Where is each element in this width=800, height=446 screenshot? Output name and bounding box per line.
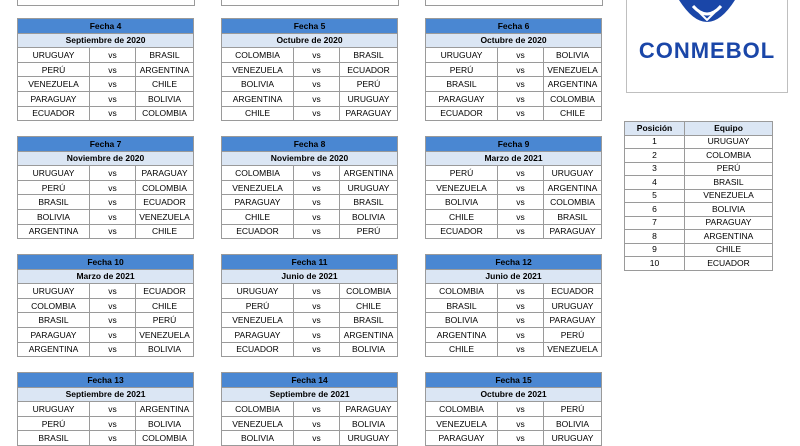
match-row [222, 209, 398, 224]
home-team: VENEZUELA [426, 416, 498, 431]
match-row [426, 342, 602, 357]
away-team: ARGENTINA [340, 327, 398, 342]
vs-label: vs [498, 209, 544, 224]
fixture-table-fecha-5 [221, 18, 398, 121]
match-row [18, 195, 194, 210]
fixture-table-fecha-10 [17, 254, 194, 357]
match-row [18, 209, 194, 224]
vs-label: vs [90, 416, 136, 431]
ranking-row [625, 203, 773, 217]
match-row [222, 431, 398, 446]
vs-label: vs [294, 91, 340, 106]
fecha-header: Fecha 11 [222, 255, 398, 270]
month-header: Octubre de 2020 [426, 33, 602, 48]
home-team: URUGUAY [18, 166, 90, 181]
vs-label: vs [498, 327, 544, 342]
match-row [426, 180, 602, 195]
ranking-row [625, 257, 773, 271]
match-row [222, 195, 398, 210]
vs-label: vs [294, 313, 340, 328]
match-row [426, 62, 602, 77]
home-team: CHILE [426, 209, 498, 224]
conmebol-logo [626, 0, 788, 93]
match-row [426, 209, 602, 224]
vs-label: vs [294, 284, 340, 299]
fecha-header: Fecha 8 [222, 137, 398, 152]
home-team: ECUADOR [222, 224, 294, 239]
away-team: ARGENTINA [544, 77, 602, 92]
home-team: PARAGUAY [18, 327, 90, 342]
away-team: URUGUAY [340, 180, 398, 195]
match-row [426, 402, 602, 417]
away-team: PARAGUAY [544, 313, 602, 328]
away-team: PARAGUAY [136, 166, 194, 181]
away-team: URUGUAY [544, 431, 602, 446]
vs-label: vs [294, 416, 340, 431]
away-team: COLOMBIA [136, 431, 194, 446]
vs-label: vs [90, 180, 136, 195]
home-team: BOLIVIA [222, 77, 294, 92]
match-row [426, 77, 602, 92]
away-team: VENEZUELA [136, 209, 194, 224]
home-team: ECUADOR [426, 106, 498, 121]
match-row [222, 180, 398, 195]
month-header: Noviembre de 2020 [18, 151, 194, 166]
away-team: COLOMBIA [544, 91, 602, 106]
away-team: ECUADOR [136, 284, 194, 299]
away-team: CHILE [136, 298, 194, 313]
away-team: BOLIVIA [136, 342, 194, 357]
fixture-table-fecha-9 [425, 136, 602, 239]
vs-label: vs [90, 431, 136, 446]
fixture-table-fecha-6 [425, 18, 602, 121]
vs-label: vs [90, 166, 136, 181]
away-team: PARAGUAY [340, 106, 398, 121]
month-header: Marzo de 2021 [426, 151, 602, 166]
vs-label: vs [90, 313, 136, 328]
vs-label: vs [498, 166, 544, 181]
match-row [426, 106, 602, 121]
home-team: PERÚ [426, 62, 498, 77]
ranking-position: 10 [625, 257, 685, 271]
vs-label: vs [90, 224, 136, 239]
away-team: PARAGUAY [340, 402, 398, 417]
fixture-table-fecha-4 [17, 18, 194, 121]
vs-label: vs [498, 284, 544, 299]
vs-label: vs [90, 298, 136, 313]
match-row [18, 416, 194, 431]
away-team: PERÚ [544, 402, 602, 417]
away-team: BOLIVIA [136, 91, 194, 106]
vs-label: vs [294, 327, 340, 342]
ranking-row [625, 243, 773, 257]
home-team: BRASIL [426, 77, 498, 92]
ranking-team: BRASIL [685, 176, 773, 190]
match-row [18, 180, 194, 195]
match-row [18, 166, 194, 181]
home-team: PARAGUAY [426, 431, 498, 446]
vs-label: vs [294, 62, 340, 77]
match-row [18, 327, 194, 342]
away-team: BOLIVIA [544, 48, 602, 63]
vs-label: vs [90, 62, 136, 77]
ranking-team: ECUADOR [685, 257, 773, 271]
month-header: Septiembre de 2021 [18, 387, 194, 402]
home-team: PERÚ [18, 416, 90, 431]
vs-label: vs [90, 342, 136, 357]
away-team: BOLIVIA [340, 342, 398, 357]
month-header: Octubre de 2021 [426, 387, 602, 402]
fixture-table-fecha-7 [17, 136, 194, 239]
ranking-table [624, 121, 773, 271]
away-team: VENEZUELA [544, 62, 602, 77]
away-team: URUGUAY [544, 166, 602, 181]
away-team: URUGUAY [340, 431, 398, 446]
vs-label: vs [498, 313, 544, 328]
match-row [222, 298, 398, 313]
home-team: ECUADOR [426, 224, 498, 239]
vs-label: vs [498, 48, 544, 63]
ranking-row [625, 149, 773, 163]
match-row [222, 62, 398, 77]
vs-label: vs [294, 342, 340, 357]
ranking-position: 7 [625, 216, 685, 230]
away-team: CHILE [136, 77, 194, 92]
away-team: ECUADOR [340, 62, 398, 77]
away-team: PERÚ [136, 313, 194, 328]
ranking-team: ARGENTINA [685, 230, 773, 244]
away-team: PERÚ [544, 327, 602, 342]
match-row [18, 298, 194, 313]
home-team: COLOMBIA [222, 166, 294, 181]
away-team: CHILE [544, 106, 602, 121]
away-team: VENEZUELA [136, 327, 194, 342]
match-row [222, 327, 398, 342]
match-row [222, 342, 398, 357]
ranking-position: 8 [625, 230, 685, 244]
match-row [222, 77, 398, 92]
away-team: BOLIVIA [340, 416, 398, 431]
match-row [18, 91, 194, 106]
match-row [222, 166, 398, 181]
away-team: BRASIL [340, 313, 398, 328]
away-team: BRASIL [136, 48, 194, 63]
match-row [222, 224, 398, 239]
fecha-header: Fecha 6 [426, 19, 602, 34]
fixture-table-fecha-14 [221, 372, 398, 446]
fecha-header: Fecha 14 [222, 373, 398, 388]
home-team: URUGUAY [18, 48, 90, 63]
fixture-table-fecha-8 [221, 136, 398, 239]
match-row [426, 48, 602, 63]
home-team: PERÚ [18, 180, 90, 195]
home-team: ARGENTINA [222, 91, 294, 106]
away-team: URUGUAY [544, 298, 602, 313]
vs-label: vs [498, 91, 544, 106]
home-team: BOLIVIA [426, 313, 498, 328]
ranking-team: CHILE [685, 243, 773, 257]
away-team: ARGENTINA [544, 180, 602, 195]
home-team: URUGUAY [18, 284, 90, 299]
ranking-team: COLOMBIA [685, 149, 773, 163]
match-row [426, 327, 602, 342]
fecha-header: Fecha 13 [18, 373, 194, 388]
ranking-team: BOLIVIA [685, 203, 773, 217]
home-team: CHILE [222, 209, 294, 224]
vs-label: vs [90, 327, 136, 342]
match-row [426, 91, 602, 106]
home-team: VENEZUELA [222, 416, 294, 431]
vs-label: vs [498, 431, 544, 446]
away-team: PARAGUAY [544, 224, 602, 239]
fixture-table-fecha-13 [17, 372, 194, 446]
ranking-header-team: Equipo [685, 122, 773, 136]
previous-fixture-table-stub [425, 0, 603, 6]
vs-label: vs [294, 48, 340, 63]
ranking-position: 9 [625, 243, 685, 257]
home-team: PARAGUAY [222, 327, 294, 342]
vs-label: vs [294, 431, 340, 446]
logo-wordmark: CONMEBOL [638, 38, 776, 63]
fecha-header: Fecha 10 [18, 255, 194, 270]
ranking-position: 3 [625, 162, 685, 176]
away-team: BOLIVIA [544, 416, 602, 431]
away-team: BOLIVIA [340, 209, 398, 224]
away-team: VENEZUELA [544, 342, 602, 357]
ball-emblem-icon [627, 0, 787, 36]
match-row [426, 284, 602, 299]
away-team: BRASIL [544, 209, 602, 224]
away-team: COLOMBIA [544, 195, 602, 210]
home-team: BOLIVIA [18, 209, 90, 224]
home-team: BRASIL [18, 431, 90, 446]
month-header: Junio de 2021 [222, 269, 398, 284]
vs-label: vs [498, 106, 544, 121]
home-team: PERÚ [18, 62, 90, 77]
vs-label: vs [498, 180, 544, 195]
match-row [18, 62, 194, 77]
away-team: ARGENTINA [340, 166, 398, 181]
fixture-table-fecha-15 [425, 372, 602, 446]
month-header: Noviembre de 2020 [222, 151, 398, 166]
vs-label: vs [498, 195, 544, 210]
fecha-header: Fecha 4 [18, 19, 194, 34]
vs-label: vs [498, 62, 544, 77]
fecha-header: Fecha 12 [426, 255, 602, 270]
match-row [426, 195, 602, 210]
home-team: COLOMBIA [222, 402, 294, 417]
match-row [18, 342, 194, 357]
home-team: COLOMBIA [18, 298, 90, 313]
month-header: Octubre de 2020 [222, 33, 398, 48]
vs-label: vs [90, 48, 136, 63]
home-team: URUGUAY [426, 48, 498, 63]
match-row [222, 106, 398, 121]
vs-label: vs [90, 91, 136, 106]
home-team: URUGUAY [18, 402, 90, 417]
ranking-row [625, 189, 773, 203]
home-team: ARGENTINA [18, 224, 90, 239]
home-team: ECUADOR [222, 342, 294, 357]
ranking-row [625, 230, 773, 244]
vs-label: vs [294, 180, 340, 195]
vs-label: vs [90, 209, 136, 224]
vs-label: vs [498, 224, 544, 239]
vs-label: vs [90, 284, 136, 299]
previous-fixture-table-stub [221, 0, 399, 6]
match-row [426, 298, 602, 313]
away-team: PERÚ [340, 224, 398, 239]
home-team: COLOMBIA [426, 402, 498, 417]
ranking-team: VENEZUELA [685, 189, 773, 203]
ranking-row [625, 176, 773, 190]
away-team: ARGENTINA [136, 62, 194, 77]
ranking-position: 5 [625, 189, 685, 203]
vs-label: vs [498, 77, 544, 92]
home-team: BOLIVIA [426, 195, 498, 210]
vs-label: vs [90, 106, 136, 121]
vs-label: vs [498, 402, 544, 417]
fecha-header: Fecha 9 [426, 137, 602, 152]
match-row [222, 402, 398, 417]
month-header: Junio de 2021 [426, 269, 602, 284]
home-team: VENEZUELA [222, 313, 294, 328]
away-team: ECUADOR [136, 195, 194, 210]
match-row [222, 284, 398, 299]
vs-label: vs [90, 77, 136, 92]
away-team: URUGUAY [340, 91, 398, 106]
away-team: PERÚ [340, 77, 398, 92]
match-row [426, 224, 602, 239]
home-team: COLOMBIA [222, 48, 294, 63]
match-row [426, 416, 602, 431]
vs-label: vs [294, 106, 340, 121]
ranking-row [625, 216, 773, 230]
home-team: PERÚ [222, 298, 294, 313]
vs-label: vs [294, 224, 340, 239]
home-team: CHILE [222, 106, 294, 121]
fecha-header: Fecha 7 [18, 137, 194, 152]
home-team: ECUADOR [18, 106, 90, 121]
month-header: Marzo de 2021 [18, 269, 194, 284]
vs-label: vs [498, 298, 544, 313]
home-team: ARGENTINA [426, 327, 498, 342]
ranking-position: 1 [625, 135, 685, 149]
vs-label: vs [294, 209, 340, 224]
ranking-position: 4 [625, 176, 685, 190]
away-team: BRASIL [340, 48, 398, 63]
fixture-table-fecha-11 [221, 254, 398, 357]
home-team: VENEZUELA [426, 180, 498, 195]
previous-fixture-table-stub [17, 0, 195, 6]
ranking-row [625, 162, 773, 176]
home-team: BRASIL [18, 195, 90, 210]
vs-label: vs [294, 195, 340, 210]
home-team: VENEZUELA [222, 180, 294, 195]
month-header: Septiembre de 2021 [222, 387, 398, 402]
away-team: BRASIL [340, 195, 398, 210]
match-row [18, 48, 194, 63]
home-team: BRASIL [18, 313, 90, 328]
home-team: COLOMBIA [426, 284, 498, 299]
home-team: PERÚ [426, 166, 498, 181]
away-team: COLOMBIA [340, 284, 398, 299]
vs-label: vs [294, 166, 340, 181]
vs-label: vs [294, 298, 340, 313]
home-team: CHILE [426, 342, 498, 357]
home-team: BRASIL [426, 298, 498, 313]
match-row [18, 77, 194, 92]
home-team: PARAGUAY [18, 91, 90, 106]
match-row [18, 402, 194, 417]
match-row [18, 224, 194, 239]
vs-label: vs [498, 416, 544, 431]
home-team: PARAGUAY [426, 91, 498, 106]
home-team: URUGUAY [222, 284, 294, 299]
away-team: COLOMBIA [136, 106, 194, 121]
home-team: PARAGUAY [222, 195, 294, 210]
fecha-header: Fecha 15 [426, 373, 602, 388]
match-row [18, 431, 194, 446]
match-row [18, 106, 194, 121]
ranking-row [625, 135, 773, 149]
ranking-position: 2 [625, 149, 685, 163]
match-row [18, 284, 194, 299]
away-team: COLOMBIA [136, 180, 194, 195]
match-row [222, 91, 398, 106]
fixture-table-fecha-12 [425, 254, 602, 357]
fecha-header: Fecha 5 [222, 19, 398, 34]
match-row [222, 48, 398, 63]
home-team: ARGENTINA [18, 342, 90, 357]
away-team: BOLIVIA [136, 416, 194, 431]
ranking-header-position: Posición [625, 122, 685, 136]
match-row [222, 416, 398, 431]
home-team: BOLIVIA [222, 431, 294, 446]
month-header: Septiembre de 2020 [18, 33, 194, 48]
away-team: CHILE [340, 298, 398, 313]
ranking-position: 6 [625, 203, 685, 217]
match-row [426, 166, 602, 181]
home-team: VENEZUELA [222, 62, 294, 77]
vs-label: vs [294, 402, 340, 417]
away-team: ARGENTINA [136, 402, 194, 417]
home-team: VENEZUELA [18, 77, 90, 92]
away-team: ECUADOR [544, 284, 602, 299]
ranking-team: PERÚ [685, 162, 773, 176]
vs-label: vs [294, 77, 340, 92]
vs-label: vs [90, 195, 136, 210]
vs-label: vs [498, 342, 544, 357]
ranking-team: URUGUAY [685, 135, 773, 149]
ranking-team: PARAGUAY [685, 216, 773, 230]
match-row [18, 313, 194, 328]
match-row [426, 431, 602, 446]
vs-label: vs [90, 402, 136, 417]
match-row [222, 313, 398, 328]
away-team: CHILE [136, 224, 194, 239]
match-row [426, 313, 602, 328]
